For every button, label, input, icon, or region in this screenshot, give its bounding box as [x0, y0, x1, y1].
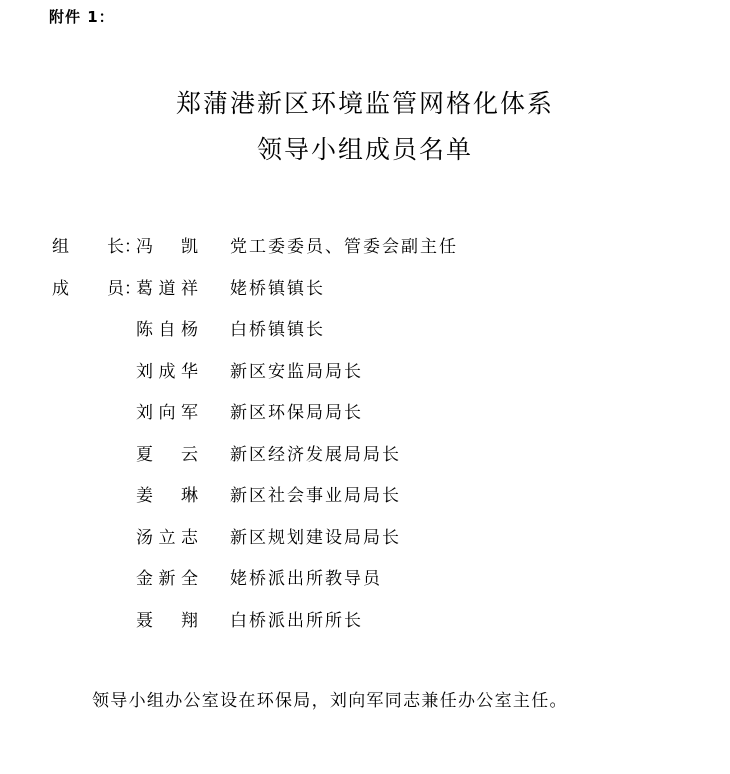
member-name: 姜 琳 [136, 486, 198, 506]
roster-row [52, 318, 692, 360]
roster-row [52, 484, 692, 526]
member-title: 姥桥镇镇长 [230, 278, 325, 299]
roster-row [52, 567, 692, 609]
roster-row [52, 360, 692, 402]
member-name: 刘 成 华 [136, 361, 198, 382]
member-name: 刘 向 军 [136, 403, 198, 423]
roster-row [52, 401, 692, 443]
roster-row [52, 277, 692, 319]
member-role [52, 277, 141, 301]
member-role-label: 成 员 [52, 278, 124, 299]
member-title: 新区安监局局长 [230, 361, 363, 382]
member-title: 新区社会事业局局长 [230, 486, 401, 506]
member-title: 新区环保局局长 [230, 403, 363, 423]
member-name: 冯 凯 [136, 237, 198, 257]
member-name: 夏 云 [136, 444, 198, 465]
member-name: 聂 翔 [136, 610, 198, 631]
document-title-line2: 领导小组成员名单 [256, 135, 473, 164]
member-name: 陈 自 杨 [136, 320, 198, 340]
roster-row [52, 443, 692, 485]
member-name: 汤 立 志 [136, 527, 198, 548]
member-role-label: 组 长 [52, 237, 124, 257]
member-roster [52, 235, 692, 650]
member-title: 党工委委员、管委会副主任 [230, 237, 458, 257]
document-title-line1: 郑蒲港新区环境监管网格化体系 [175, 89, 554, 118]
attachment-label: 附件 1： [49, 8, 115, 26]
roster-row [52, 609, 692, 651]
member-role-colon: ： [124, 278, 141, 299]
member-title: 新区规划建设局局长 [230, 527, 401, 548]
roster-row [52, 235, 692, 277]
member-name: 葛 道 祥 [136, 278, 198, 299]
member-role [52, 235, 141, 259]
office-note: 领导小组办公室设在环保局，刘向军同志兼任办公室主任。 [92, 691, 568, 711]
member-title: 白桥镇镇长 [230, 320, 325, 340]
member-name: 金 新 全 [136, 569, 198, 589]
member-title: 姥桥派出所教导员 [230, 569, 382, 589]
member-role-colon: ： [124, 237, 141, 257]
roster-row [52, 526, 692, 568]
member-title: 新区经济发展局局长 [230, 444, 401, 465]
member-title: 白桥派出所所长 [230, 610, 363, 631]
